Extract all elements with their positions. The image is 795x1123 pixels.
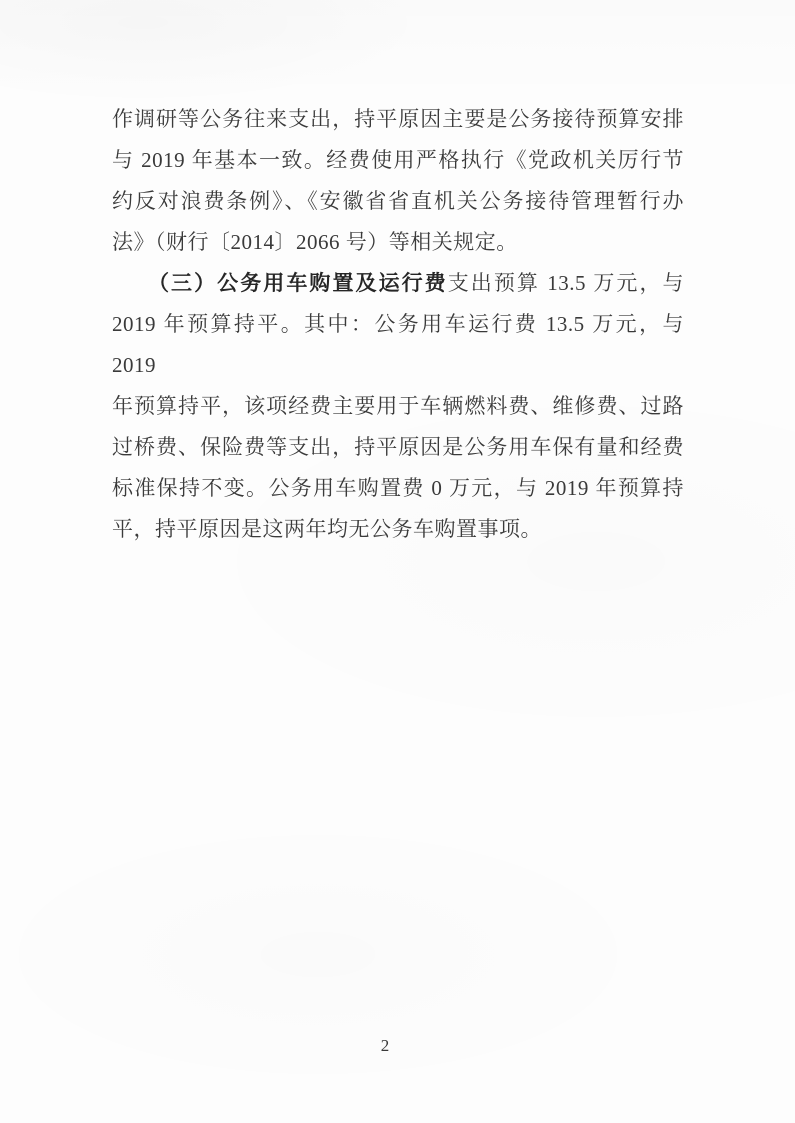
text-run: 支出预算 13.5 万元，与 (447, 271, 685, 295)
text-line (112, 140, 684, 181)
paragraph (112, 263, 684, 550)
text-run: 平，持平原因是这两年均无公务车购置事项。 (112, 517, 542, 541)
text-line (112, 509, 684, 550)
text-line (112, 386, 684, 427)
document-body (112, 99, 684, 550)
text-line (112, 222, 684, 263)
text-line (112, 99, 684, 140)
text-run: 过桥费、保险费等支出，持平原因是公务用车保有量和经费 (112, 435, 684, 459)
text-run: 标准保持不变。公务用车购置费 0 万元，与 2019 年预算持 (112, 476, 684, 500)
page-number: 2 (380, 1036, 390, 1055)
text-line (112, 263, 684, 304)
text-run: 年预算持平，该项经费主要用于车辆燃料费、维修费、过路 (112, 394, 684, 418)
bold-text-run: （三）公务用车购置及运行费 (148, 271, 448, 295)
text-line (112, 468, 684, 509)
text-line (112, 181, 684, 222)
text-line (112, 427, 684, 468)
text-run: 与 2019 年基本一致。经费使用严格执行《党政机关厉行节 (112, 148, 684, 172)
text-line (112, 304, 684, 386)
text-run: 法》（财行〔2014〕2066 号）等相关规定。 (112, 230, 518, 254)
paragraph (112, 99, 684, 263)
text-run: 约反对浪费条例》、《安徽省省直机关公务接待管理暂行办 (112, 189, 684, 213)
text-run: 2019 年预算持平。其中：公务用车运行费 13.5 万元，与 2019 (112, 312, 684, 377)
text-run: 作调研等公务往来支出，持平原因主要是公务接待预算安排 (112, 107, 684, 131)
